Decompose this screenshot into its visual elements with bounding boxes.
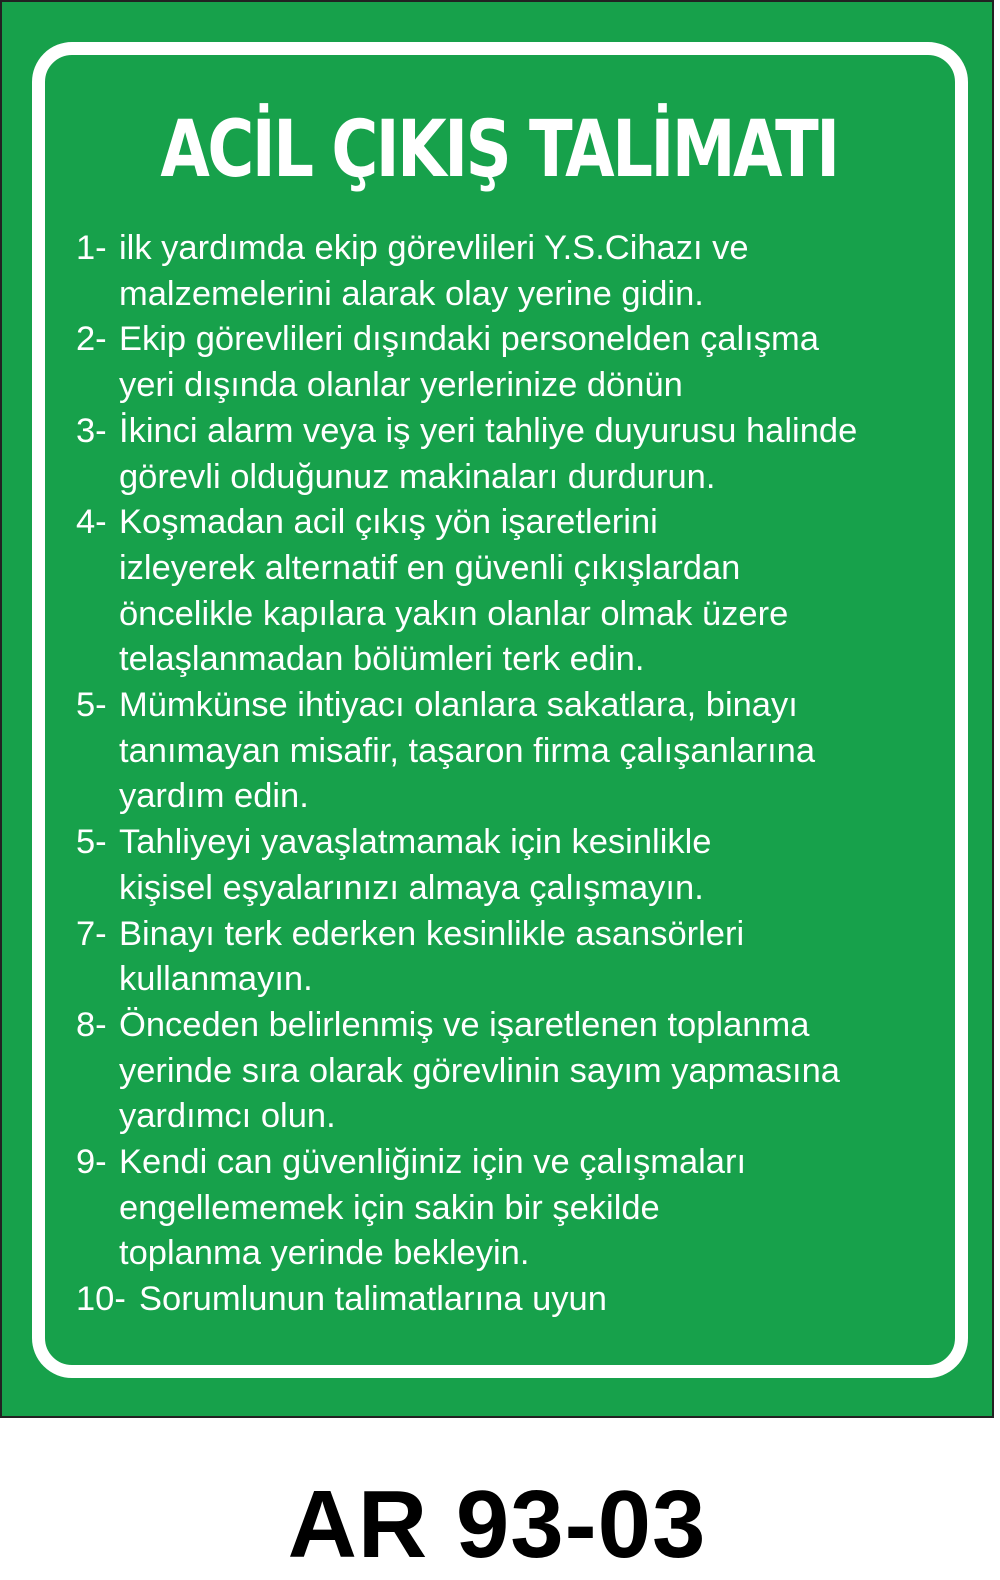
instruction-line: Koşmadan acil çıkış yön işaretlerini: [119, 503, 658, 542]
instruction-line: Binayı terk ederken kesinlikle asansörleri: [119, 914, 745, 953]
instruction-number: 8-: [76, 1005, 107, 1044]
sign-title: ACİL ÇIKIŞ TALİMATI: [160, 105, 838, 195]
instruction-item-6: [76, 820, 956, 911]
instruction-number: 7-: [76, 914, 107, 953]
instruction-line: yeri dışında olanlar yerlerinize dönün: [119, 366, 683, 405]
instruction-line: engellememek için sakin bir şekilde: [119, 1188, 660, 1227]
instruction-number: 9-: [76, 1143, 107, 1182]
instruction-item-8: [76, 1003, 956, 1140]
instruction-line: Tahliyeyi yavaşlatmamak için kesinlikle: [119, 823, 712, 862]
instruction-number: 3-: [76, 411, 107, 450]
instruction-line: kullanmayın.: [119, 960, 313, 999]
instruction-line: öncelikle kapılara yakın olanlar olmak üzere: [119, 594, 789, 633]
instruction-line: İkinci alarm veya iş yeri tahliye duyurusu halinde: [119, 411, 858, 450]
instruction-line: Kendi can güvenliğiniz için ve çalışmaları: [119, 1143, 747, 1182]
instruction-item-5: [76, 683, 956, 820]
instruction-line: kişisel eşyalarınızı almaya çalışmayın.: [119, 868, 704, 907]
instruction-item-10: [76, 1277, 956, 1323]
instruction-item-7: [76, 912, 956, 1003]
instruction-line: malzemelerini alarak olay yerine gidin.: [119, 274, 704, 313]
instruction-number: 1-: [76, 229, 107, 267]
instruction-item-1: [76, 226, 956, 317]
instruction-line: görevli olduğunuz makinaları durdurun.: [119, 457, 716, 496]
instruction-line: izleyerek alternatif en güvenli çıkışlardan: [119, 548, 741, 587]
instruction-item-3: [76, 409, 956, 500]
instruction-item-2: [76, 317, 956, 408]
instruction-line: Mümkünse ihtiyacı olanlara sakatlara, binayı: [119, 686, 798, 725]
instruction-line: Sorumlunun talimatlarına uyun: [139, 1280, 607, 1319]
instruction-line: yardımcı olun.: [119, 1097, 336, 1136]
instruction-line: yerinde sıra olarak görevlinin sayım yapmasına: [119, 1051, 840, 1090]
instruction-line: toplanma yerinde bekleyin.: [119, 1234, 530, 1273]
instruction-line: yardım edin.: [119, 777, 309, 816]
instruction-number: 5-: [76, 823, 107, 862]
instruction-number: 10-: [76, 1280, 126, 1319]
instruction-list: [76, 226, 956, 1323]
instruction-line: ilk yardımda ekip görevlileri Y.S.Cihazı ve: [119, 229, 749, 267]
instruction-line: tanımayan misafir, taşaron firma çalışanlarına: [119, 731, 816, 770]
product-code: AR 93-03: [287, 1471, 707, 1578]
instruction-number: 5-: [76, 686, 107, 725]
instruction-line: Önceden belirlenmiş ve işaretlenen toplanma: [119, 1005, 810, 1044]
instruction-item-4: [76, 500, 956, 683]
instruction-number: 2-: [76, 320, 107, 359]
instruction-line: Ekip görevlileri dışındaki personelden çalışma: [119, 320, 819, 359]
instruction-item-9: [76, 1140, 956, 1277]
instruction-number: 4-: [76, 503, 107, 542]
instruction-line: telaşlanmadan bölümleri terk edin.: [119, 640, 645, 679]
